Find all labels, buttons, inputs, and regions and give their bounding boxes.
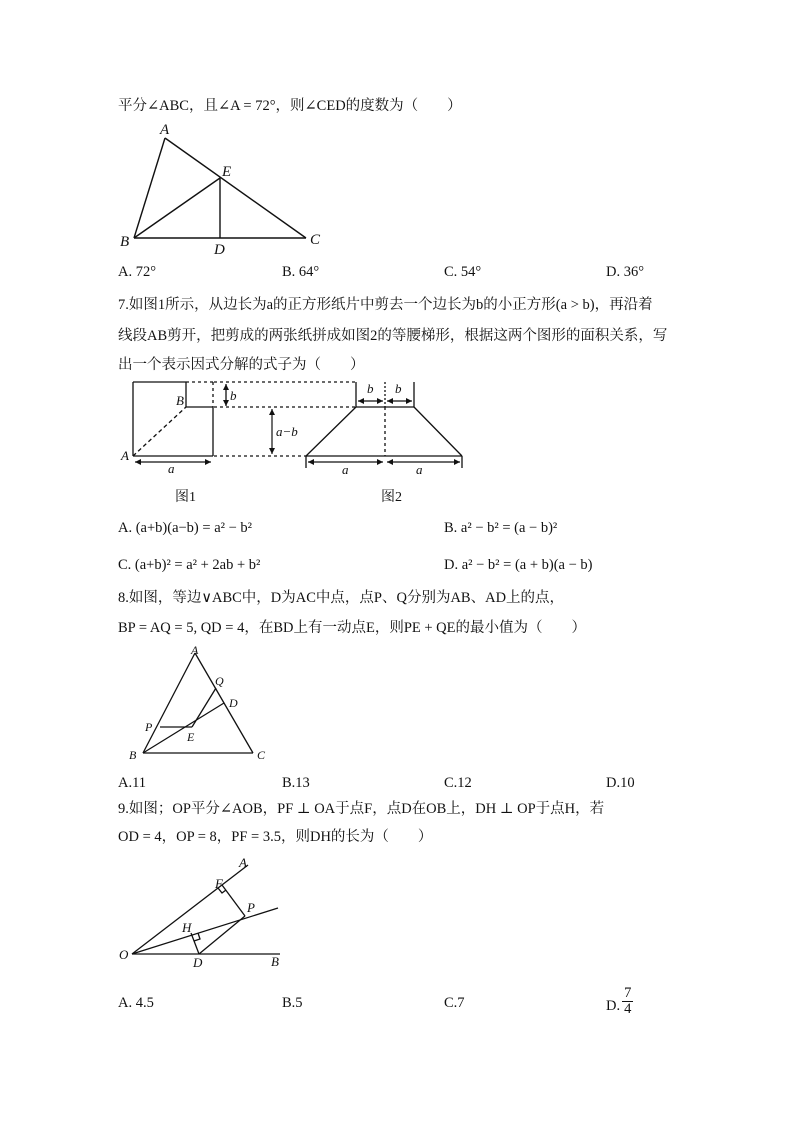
q6-option-c[interactable]: C. 54° bbox=[444, 264, 482, 280]
label-a-minus-b: a−b bbox=[276, 424, 298, 439]
q7-figure2 bbox=[300, 376, 470, 476]
label-A: A bbox=[121, 448, 129, 463]
figure1-caption: 图1 bbox=[175, 490, 196, 505]
label-H: H bbox=[182, 920, 192, 935]
q7-text-line1: 7.如图1所示，从边长为a的正方形纸片中剪去一个边长为b的小正方形(a > b)，再沿着 bbox=[118, 297, 653, 313]
q8-option-b[interactable]: B.13 bbox=[282, 775, 310, 791]
q6-option-b[interactable]: B. 64° bbox=[282, 264, 320, 280]
label-P: P bbox=[145, 720, 153, 734]
q9-text-line1: 9.如图；OP平分∠AOB，PF ⊥ OA于点F，点D在OB上，DH ⊥ OP于点H，若 bbox=[118, 801, 605, 817]
fraction-numerator: 7 bbox=[624, 985, 632, 1001]
q9-option-d[interactable] bbox=[606, 986, 633, 1017]
label-E: E bbox=[187, 730, 195, 744]
label-Q: Q bbox=[215, 674, 224, 688]
figure2-caption: 图2 bbox=[381, 490, 402, 505]
label-a1: a bbox=[342, 462, 349, 477]
q6-option-d[interactable]: D. 36° bbox=[606, 264, 645, 280]
label-D: D bbox=[229, 696, 238, 710]
label-b: b bbox=[230, 388, 237, 403]
q8-option-d[interactable]: D.10 bbox=[606, 775, 635, 791]
label-B: B bbox=[271, 954, 279, 969]
label-E: E bbox=[222, 164, 232, 180]
q7-option-c[interactable]: C. (a+b)² = a² + 2ab + b² bbox=[118, 557, 261, 573]
q9-text-line2: OD = 4，OP = 8，PF = 3.5，则DH的长为（ ） bbox=[118, 829, 433, 845]
label-a2: a bbox=[416, 462, 423, 477]
q9-option-d-label: D. bbox=[606, 998, 621, 1015]
q9-option-a[interactable]: A. 4.5 bbox=[118, 995, 154, 1011]
label-b2: b bbox=[395, 381, 402, 396]
label-a: a bbox=[168, 461, 175, 476]
q8-option-a[interactable]: A.11 bbox=[118, 775, 147, 791]
label-D: D bbox=[214, 242, 225, 258]
q8-text-line1: 8.如图，等边∨ABC中，D为AC中点，点P、Q分别为AB、AD上的点， bbox=[118, 590, 565, 606]
label-B: B bbox=[176, 393, 184, 408]
q7-option-b[interactable]: B. a² − b² = (a − b)² bbox=[444, 520, 558, 536]
q9-option-b[interactable]: B.5 bbox=[282, 995, 303, 1011]
label-C: C bbox=[310, 232, 321, 248]
q9-option-d-fraction bbox=[622, 986, 633, 1017]
q7-text-line3: 出一个表示因式分解的式子为（ ） bbox=[118, 357, 365, 373]
label-O: O bbox=[119, 947, 129, 962]
label-A: A bbox=[191, 643, 199, 657]
q8-text-line2: BP = AQ = 5, QD = 4，在BD上有一动点E，则PE + QE的最小值为（ ） bbox=[118, 620, 586, 636]
q9-option-c[interactable]: C.7 bbox=[444, 995, 465, 1011]
q7-option-d[interactable]: D. a² − b² = (a + b)(a − b) bbox=[444, 557, 593, 573]
label-D: D bbox=[193, 955, 203, 970]
label-B: B bbox=[120, 234, 130, 250]
q7-option-a[interactable]: A. (a+b)(a−b) = a² − b² bbox=[118, 520, 252, 536]
label-F: F bbox=[215, 876, 223, 891]
label-A: A bbox=[160, 122, 170, 138]
label-C: C bbox=[257, 748, 266, 762]
q8-option-c[interactable]: C.12 bbox=[444, 775, 472, 791]
q9-figure bbox=[115, 850, 295, 975]
label-P: P bbox=[247, 900, 255, 915]
q6-option-a[interactable]: A. 72° bbox=[118, 264, 157, 280]
q6-figure bbox=[110, 118, 340, 260]
label-b1: b bbox=[367, 381, 374, 396]
label-A: A bbox=[239, 855, 247, 870]
q7-text-line2: 线段AB剪开，把剪成的两张纸拼成如图2的等腰梯形，根据这两个图形的面积关系，写 bbox=[118, 328, 668, 344]
q6-text: 平分∠ABC，且∠A = 72°，则∠CED的度数为（ ） bbox=[118, 98, 462, 114]
label-B: B bbox=[129, 748, 137, 762]
q8-figure bbox=[125, 643, 275, 768]
fraction-denominator: 4 bbox=[624, 1001, 632, 1018]
